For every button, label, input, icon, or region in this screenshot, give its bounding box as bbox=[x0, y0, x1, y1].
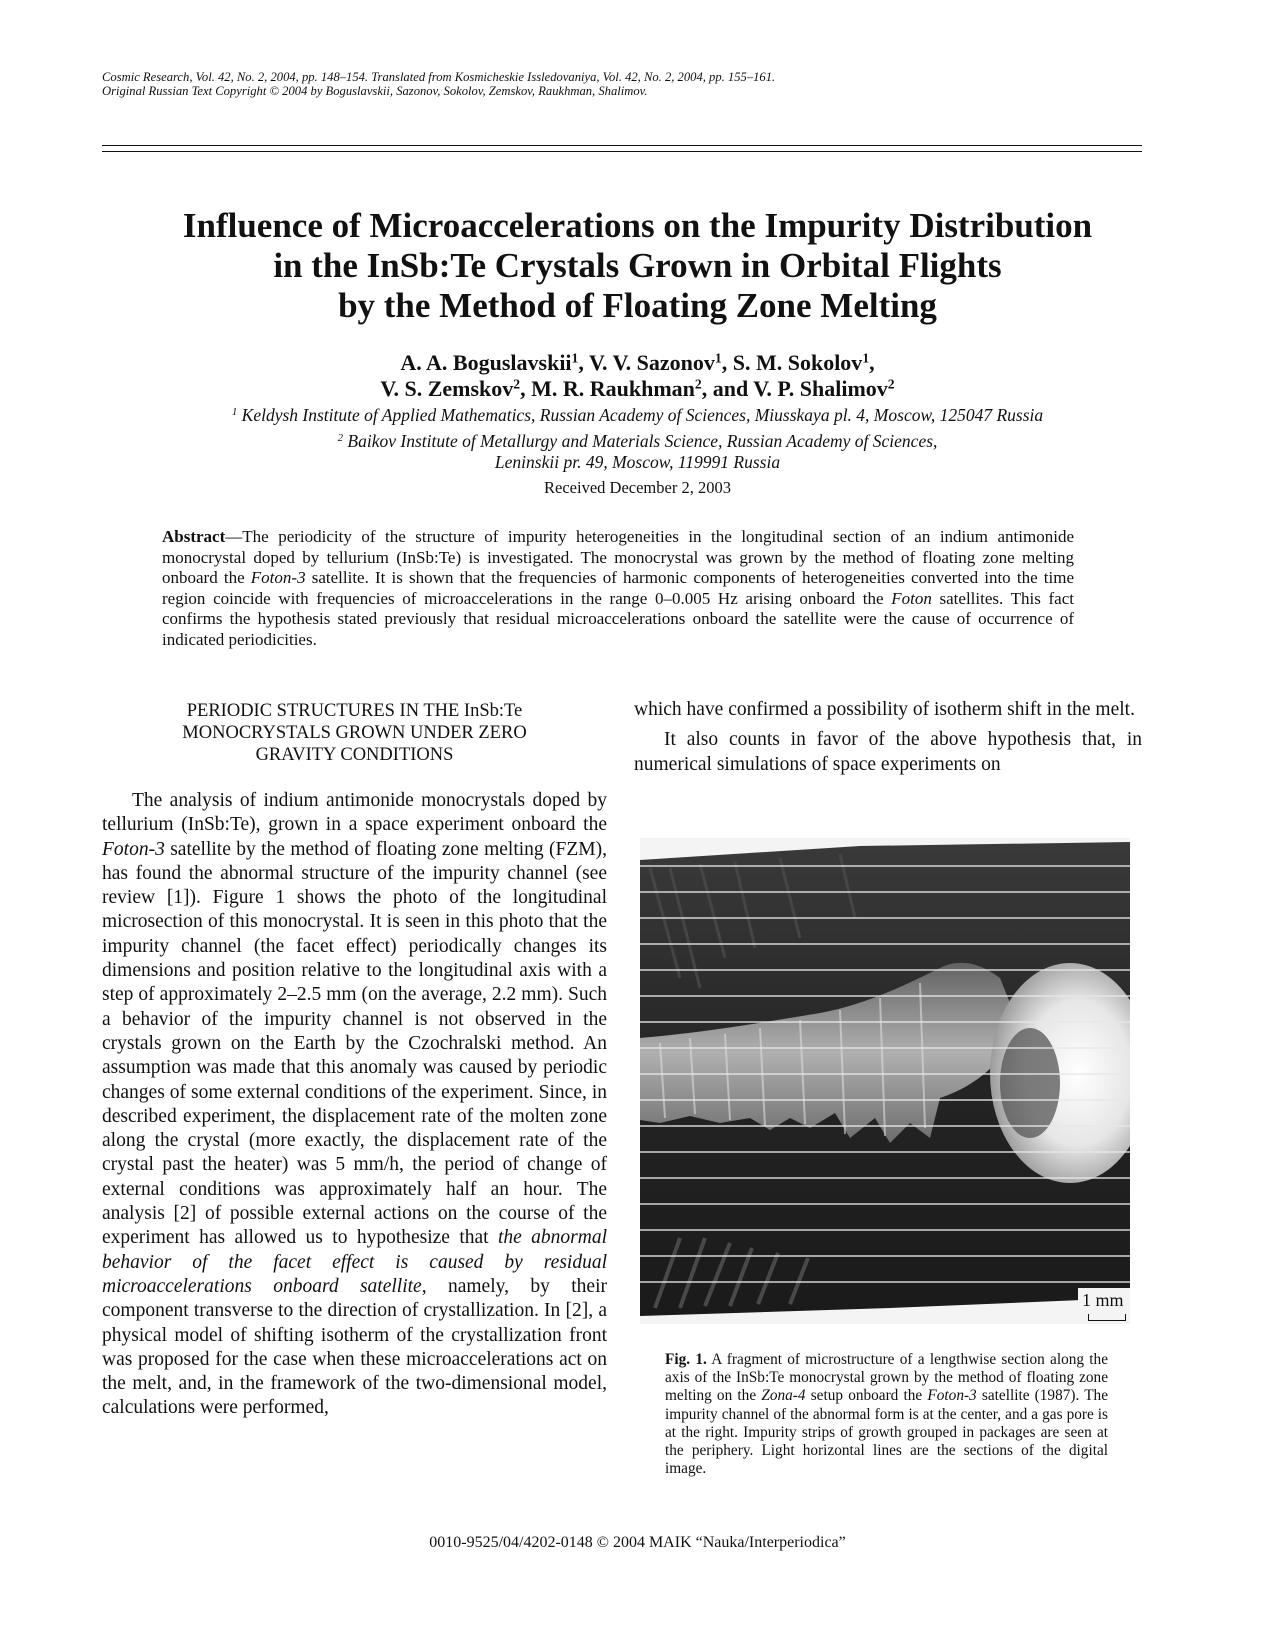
affiliation-mark: 1 bbox=[714, 350, 722, 366]
paper-title bbox=[0, 206, 1275, 326]
affiliation-mark: 1 bbox=[862, 350, 870, 366]
caption-emphasis: Zona-4 bbox=[761, 1387, 806, 1405]
affiliation-text: Baikov Institute of Metallurgy and Materials Science, Russian Academy of Sciences, bbox=[343, 431, 938, 451]
abstract-emphasis: Foton-3 bbox=[250, 568, 306, 587]
abstract-emphasis: Foton bbox=[891, 588, 932, 608]
caption-text: satellite (1987). The impurity channel of the abnormal form is at the center, and a gas pore is at the right. Impurity strips of growth grouped in packages are seen at the periphery. Light horizontal lines are the sections of the digital image. bbox=[665, 1387, 1108, 1478]
body-text: satellite by the method of floating zone melting (FZM), has found the abnormal structure of the impurity channel (see review [1]). Figure 1 shows the photo of the longitudinal microsection of this monocrystal. It is seen in this photo that the impurity channel (the facet effect) periodically changes its dimensions and position relative to the longitudinal axis with a step of approximately 2–2.5 mm (on the average, 2.2 mm). Such a behavior of the impurity channel is not observed in the crystals grown on the Earth by the Czochralski method. An assumption was made that this anomaly was caused by periodic changes of some external conditions of the experiment. Since, in described experiment, the displacement rate of the molten zone along the crystal (more exactly, the displacement rate of the crystal past the heater) was 5 mm/h, the period of change of external conditions was approximately half an hour. The analysis [2] of possible external actions on the course of the experiment has allowed us to hypothesize that bbox=[102, 838, 607, 1249]
section-heading-line: PERIODIC STRUCTURES IN THE InSb:Te bbox=[186, 701, 523, 721]
body-paragraph: It also counts in favor of the above hypothesis that, in numerical simulations of space experiments on bbox=[634, 729, 1142, 775]
authors-line-1 bbox=[0, 350, 1275, 376]
abstract-text: satellite. It is shown that the frequencies of harmonic components of heterogeneities converted into the time region coincide with frequencies of microaccelerations in the range 0–0.005 Hz arising onboard the bbox=[162, 568, 1074, 608]
authors-line-2 bbox=[0, 376, 1275, 402]
body-text: , namely, by their component transverse to the direction of crystallization. In [2], a physical model of shifting isotherm of the crystallization front was proposed for the case when these microaccelerations act on the melt, and, in the framework of the two-dimensional model, calculations were performed, bbox=[102, 1275, 607, 1419]
title-line-1: Influence of Microaccelerations on the Impurity Distribution bbox=[182, 206, 1093, 245]
body-emphasis: Foton-3 bbox=[102, 838, 165, 860]
body-paragraph: which have confirmed a possibility of isotherm shift in the melt. bbox=[634, 699, 1135, 720]
author-name: V. S. Zemskov bbox=[380, 376, 514, 401]
affiliation-mark: 2 bbox=[513, 376, 521, 392]
micrograph-image bbox=[640, 838, 1130, 1324]
section-heading-line: MONOCRYSTALS GROWN UNDER ZERO bbox=[182, 723, 527, 743]
abstract-text: satellites. This fact confirms the hypothesis stated previously that residual microaccelerations onboard the satellite were the cause of occurrence of indicated periodicities. bbox=[162, 588, 1074, 649]
right-column-text bbox=[634, 698, 1142, 777]
header-rule-top bbox=[102, 145, 1142, 146]
affiliation-address: Leninskii pr. 49, Moscow, 119991 Russia bbox=[494, 452, 781, 472]
affiliation-2 bbox=[0, 431, 1275, 473]
abstract bbox=[162, 527, 1074, 650]
copyright-line: Original Russian Text Copyright © 2004 by Boguslavskii, Sazonov, Sokolov, Zemskov, Raukhman, Shalimov. bbox=[102, 84, 648, 98]
body-paragraph bbox=[102, 789, 607, 1421]
figure-caption bbox=[665, 1351, 1108, 1478]
abstract-text: —The periodicity of the structure of impurity heterogeneities in the longitudinal section of an indium antimonide monocrystal doped by tellurium (InSb:Te) is investigated. The monocrystal was grown by the method of floating zone melting onboard the bbox=[162, 527, 1074, 587]
affiliation-number: 2 bbox=[337, 432, 344, 445]
affiliation-mark: 2 bbox=[887, 376, 895, 392]
author-separator: , bbox=[869, 350, 875, 375]
scale-bar bbox=[1088, 1314, 1126, 1321]
affiliation-mark: 2 bbox=[694, 376, 702, 392]
affiliation-number: 1 bbox=[231, 406, 238, 419]
affiliation-1 bbox=[0, 405, 1275, 426]
title-line-3: by the Method of Floating Zone Melting bbox=[338, 286, 937, 325]
title-line-2: in the InSb:Te Crystals Grown in Orbital Flights bbox=[273, 246, 1002, 285]
caption-emphasis: Foton-3 bbox=[927, 1387, 977, 1405]
header-rule-bottom bbox=[102, 151, 1142, 152]
journal-header bbox=[102, 70, 1142, 98]
abstract-label: Abstract bbox=[162, 527, 226, 546]
author-name: , S. M. Sokolov bbox=[721, 350, 863, 375]
section-heading bbox=[102, 700, 607, 766]
author-name: A. A. Boguslavskii bbox=[400, 350, 572, 375]
author-list bbox=[0, 350, 1275, 402]
author-name: , V. V. Sazonov bbox=[578, 350, 715, 375]
author-name: , M. R. Raukhman bbox=[520, 376, 695, 401]
body-emphasis: the abnormal behavior of the facet effect is caused by residual microaccelerations onboard satellite bbox=[102, 1227, 607, 1297]
body-text: The analysis of indium antimonide monocrystals doped by tellurium (InSb:Te), grown in a space experiment onboard the bbox=[102, 790, 607, 836]
scale-bar-label: 1 mm bbox=[1082, 1290, 1124, 1310]
footer-copyright: 0010-9525/04/4202-0148 © 2004 MAIK “Nauka/Interperiodica” bbox=[429, 1534, 846, 1551]
caption-text: setup onboard the bbox=[805, 1387, 928, 1405]
section-heading-line: GRAVITY CONDITIONS bbox=[255, 745, 454, 765]
figure-1-micrograph bbox=[640, 838, 1130, 1324]
affiliation-mark: 1 bbox=[571, 350, 579, 366]
caption-label: Fig. 1. bbox=[665, 1351, 707, 1368]
left-column-text bbox=[102, 789, 607, 1421]
author-name: , and V. P. Shalimov bbox=[701, 376, 888, 401]
affiliation-text: Keldysh Institute of Applied Mathematics, Russian Academy of Sciences, Miusskaya pl. 4, Moscow, 125047 Russia bbox=[237, 405, 1044, 425]
received-date: Received December 2, 2003 bbox=[544, 478, 731, 497]
caption-text: A fragment of microstructure of a lengthwise section along the axis of the InSb:Te monocrystal grown by the method of floating zone melting on the bbox=[665, 1351, 1108, 1405]
journal-citation: Cosmic Research, Vol. 42, No. 2, 2004, pp. 148–154. Translated from Kosmicheskie Issledovaniya, Vol. 42, No. 2, 2004, pp. 155–161. bbox=[102, 70, 776, 84]
